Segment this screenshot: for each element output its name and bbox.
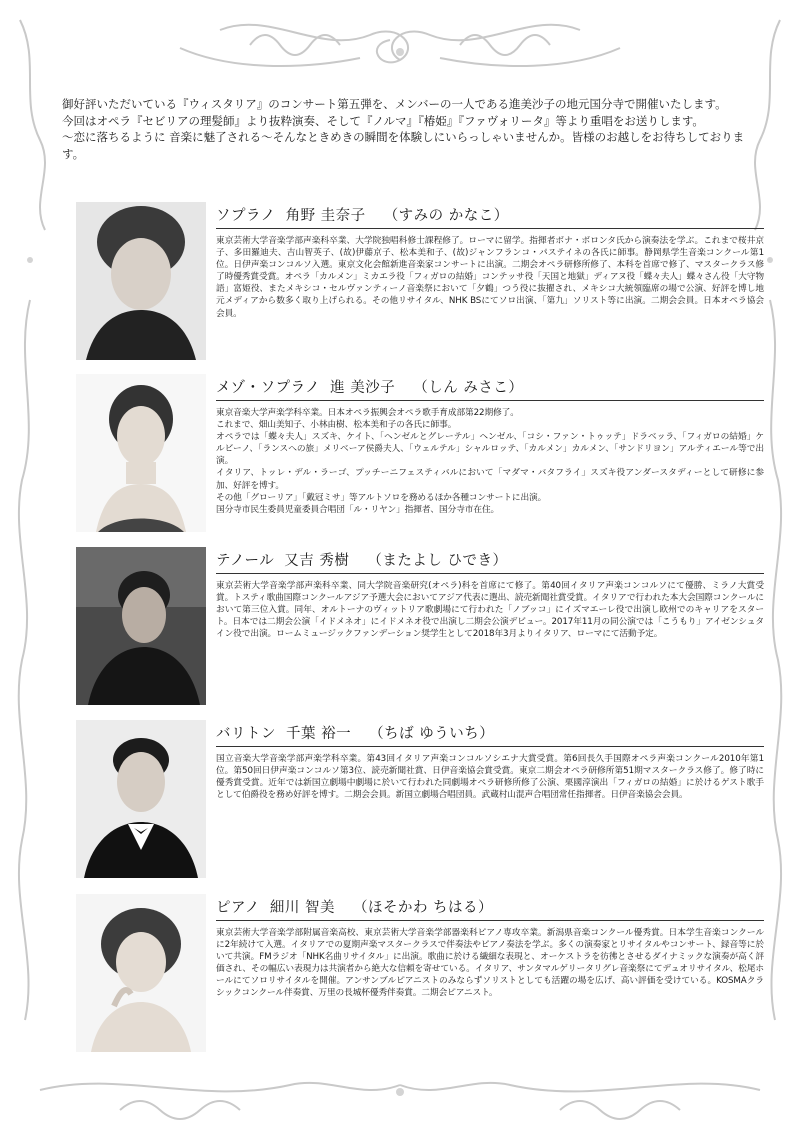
bio-paragraph: 国分寺市民生委員児童委員合唱団「ル・リヤン」指揮者、国分寺市在住。 [216, 504, 500, 515]
heading-rule [216, 228, 764, 229]
performer-bio [216, 753, 764, 801]
performer-heading [216, 376, 533, 397]
bio-paragraph: 東京芸術大学音楽学部声楽科卒業、大学院独唱科修士課程修了。ローマに留学。指揮者ボナ・ボロンタ氏から演奏法を学ぶ。これまで桜井京子、多田羅迪夫、吉山智英子、(故)伊藤京子、松本美和子、(故)ジャンフランコ・パステイネの各氏に師事。静岡県学生音楽コンクール第1位。日伊声楽コンコルソ入選。東京文化会館新進音楽家コンサートに出演。二期会オペラ研修所修了、本科を首席で修了、マスタークラス修了時優秀賞受賞。オペラ「カルメン」ミカエラ役「フィガロの結婚」コンテッサ役「天国と地獄」ディアヌ役「蝶々夫人」蝶々さん役「大守物語」富姫役、またメキシコ・セルヴァンティーノ音楽祭において「夕鶴」つう役に抜擢され、メキシコ大統領臨席の場で公演、好評を博し地元メディアから数多く取り上げられる。その他リサイタル、NHK BSにてソロ出演、「第九」ソリスト等に出演。二期会会員。日本オペラ協会会員。 [216, 236, 764, 319]
performer-reading: （すみの かなこ） [383, 208, 509, 224]
performer-reading: （またよし ひでき） [367, 553, 508, 569]
heading-rule [216, 573, 764, 574]
bio-paragraph: 東京芸術大学音楽学部附属音楽高校、東京芸術大学音楽学部器楽科ピアノ専攻卒業。新潟県音楽コンクール優秀賞。日本学生音楽コンクールに2年続けて入選。イタリアでの夏期声楽マスタークラスで伴奏法やピアノ奏法を学ぶ。多くの演奏家とリサイタルやコンサート、録音等に於いて共演。FMラジオ「NHK名曲リサイタル」に出演。歌曲に於ける繊細な表現と、オーケストラを彷彿とさせるダイナミックな演奏が高く評価され、その幅広い表現力は共演者から絶大な信頼を寄せている。イタリア、サンタマルゲリータリグレ音楽祭にてデュオリサイタル、松尾ホールにてソロリサイタルを開催。アンサンブルピアニストのみならずソリストとしても活躍の場を広げ、高い評価を受けている。KOSMAクラシックコンクール伴奏賞、万里の長城杯優秀伴奏賞。二期会ピアニスト。 [216, 928, 764, 999]
performer-role: バリトン [216, 726, 276, 742]
performer-photo-tenor [76, 547, 206, 705]
performer-reading: （ほそかわ ちはる） [352, 900, 494, 916]
performer-name: 進 美沙子 [330, 380, 396, 396]
performer-reading: （ちば ゆういち） [369, 726, 495, 742]
bio-paragraph: その他「グローリア」「戴冠ミサ」等アルトソロを務めるほか各種コンサートに出演。 [216, 492, 547, 503]
performer-heading [216, 896, 503, 917]
performer-heading [216, 722, 504, 743]
bio-paragraph: 東京音楽大学声楽学科卒業。日本オペラ振興会オペラ歌手育成部第22期修了。 [216, 408, 519, 418]
bio-paragraph: 国立音楽大学音楽学部声楽学科卒業。第43回イタリア声楽コンコルソシエナ大賞受賞。第6回長久手国際オペラ声楽コンクール2010年第1位。第50回日伊声楽コンコルソ第3位、読売新聞社賞、日伊音楽協会賞受賞。東京二期会オペラ研修所第51期マスタークラス修了。修了時に優秀賞受賞。近年では新国立劇場中劇場に於いて行われた同劇場オペラ研修所修了公演、栗國淳演出「フィガロの結婚」に於けるゲスト歌手として伯爵役を務め好評を博す。二期会会員。新国立劇場合唱団員。武蔵村山混声合唱団常任指揮者。日伊音楽協会会員。 [216, 754, 764, 801]
performer-role: メゾ・ソプラノ [216, 380, 321, 396]
portrait-image [76, 547, 206, 705]
heading-rule [216, 746, 764, 747]
performer-reading: （しん みさこ） [413, 380, 524, 396]
portrait-image [76, 202, 206, 360]
heading-rule [216, 920, 764, 921]
performer-soprano [76, 202, 766, 362]
performer-name: 又吉 秀樹 [284, 553, 350, 569]
performer-bio [216, 580, 764, 640]
performer-piano [76, 894, 766, 1054]
portrait-image [76, 720, 206, 878]
intro-line-1: 御好評いただいている『ウィスタリア』のコンサート第五弾を、メンバーの一人である進美沙子の地元国分寺で開催いたします。 [62, 97, 727, 111]
performer-mezzo-soprano [76, 374, 766, 534]
performer-photo-soprano [76, 202, 206, 360]
performer-tenor [76, 547, 766, 707]
portrait-image [76, 374, 206, 532]
intro-text [62, 96, 752, 162]
heading-rule [216, 400, 764, 401]
performer-role: ソプラノ [216, 208, 276, 224]
performer-name: 千葉 裕一 [286, 726, 352, 742]
performer-bio [216, 407, 764, 516]
bio-paragraph: イタリア、トッレ・デル・ラーゴ、プッチーニフェスティバルにおいて「マダマ・バタフライ」スズキ役アンダースタディーとして研修に参加、好評を博す。 [216, 468, 764, 491]
bio-paragraph: 東京芸術大学音楽学部声楽科卒業、同大学院音楽研究(オペラ)科を首席にて修了。第40回イタリア声楽コンコルソにて優勝、ミラノ大賞受賞。トスティ歌曲国際コンクールアジア予選大会においてアジア代表に選出、読売新聞社賞受賞。イタリアで行われた本大会国際コンクールにおいて第三位入賞。同年、オルトーナのヴィットリア歌劇場にて行われた「ノブッコ」にイズマエーレ役で出演し欧州でのキャリアをスタート。日本では二期会公演「イドメネオ」にイドメネオ役で出演し二期会公演デビュー。2017年11月の同公演では「こうもり」アイゼンシュタイン役で出演。ロームミュージックファンデーション奨学生として2018年3月よりイタリア、ローマにて活動予定。 [216, 581, 764, 640]
performer-heading [216, 549, 517, 570]
intro-line-3: ～恋に落ちるように 音楽に魅了される～そんなときめきの瞬間を体験しにいらっしゃいませんか。皆様のお越しをお待ちしております。 [62, 130, 745, 161]
performer-photo-mezzo [76, 374, 206, 532]
portrait-image [76, 894, 206, 1052]
bio-paragraph: これまで、畑山美知子、小林由樹、松本美和子の各氏に師事。 [216, 420, 457, 431]
performer-role: テノール [216, 553, 275, 569]
bio-paragraph: オペラでは「蝶々夫人」スズキ、ケイト、「ヘンゼルとグレーテル」ヘンゼル、「コシ・ファン・トゥッテ」ドラベッラ、「フィガロの結婚」ケルビーノ、「ランスへの旅」メリベーア侯爵夫人、「ウェルテル」シャルロッテ、「カルメン」カルメン、「サンドリヨン」アルティエール等で出演。 [216, 432, 764, 467]
performer-bio [216, 927, 764, 1000]
performer-bio [216, 235, 764, 320]
performer-role: ピアノ [216, 900, 260, 916]
performer-photo-piano [76, 894, 206, 1052]
performer-name: 細川 智美 [269, 900, 335, 916]
performer-heading [216, 204, 519, 225]
performer-photo-baritone [76, 720, 206, 878]
intro-line-2: 今回はオペラ『セビリアの理髪師』より抜粋演奏、そして『ノルマ』『椿姫』『ファヴォリータ』等より重唱をお送りします。 [62, 113, 704, 128]
performer-baritone [76, 720, 766, 880]
performer-name: 角野 圭奈子 [285, 208, 366, 224]
